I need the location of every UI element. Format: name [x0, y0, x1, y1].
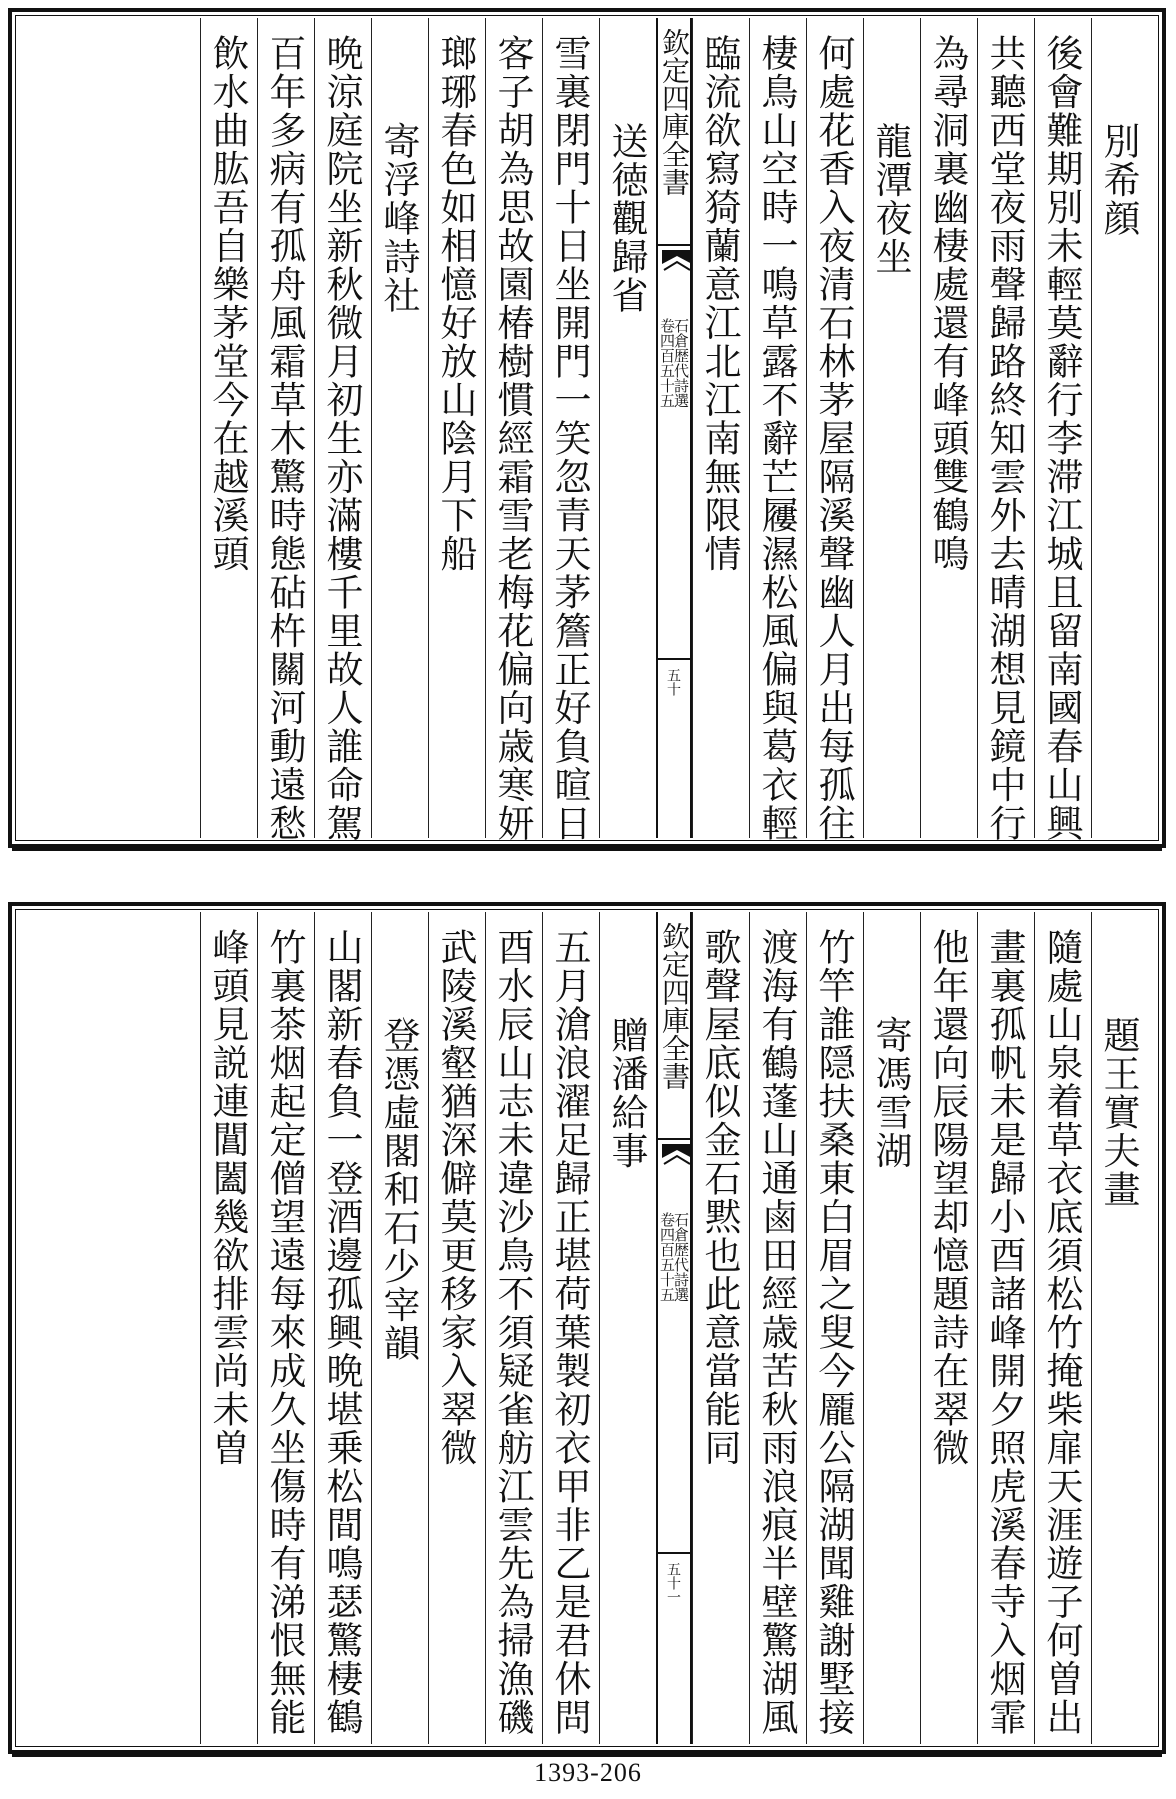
band-volume: 卷四百五十五 [658, 1212, 676, 1302]
column-rule [599, 18, 600, 838]
column-rule [428, 912, 429, 1744]
column-rule [542, 18, 543, 838]
band-volume: 卷四百五十五 [658, 318, 676, 408]
column-rule [692, 18, 693, 838]
text-column: 晩涼庭院坐新秋微月初生亦滿樓千里故人誰命駕 [320, 34, 363, 843]
column-rule [806, 18, 807, 838]
text-column: 客子胡為思故園椿樹慣經霜雪老梅花偏向歳寒妍 [491, 34, 534, 843]
text-column: 雪裏閉門十日坐開門一笑忽青天茅簷正好負暄日 [548, 34, 591, 843]
poem-title: 贈潘給事 [605, 1016, 648, 1170]
text-column: 酉水辰山志未違沙鳥不須疑雀舫江雲先為掃漁磯 [491, 928, 534, 1737]
fishtail-mark [662, 1144, 692, 1184]
band-rule [658, 244, 690, 246]
band-rule [658, 1138, 690, 1140]
text-column: 山閣新春負一登酒邊孤興晩堪乗松間鳴瑟驚棲鶴 [320, 928, 363, 1737]
text-column: 他年還向辰陽望却憶題詩在翠微 [926, 928, 969, 1467]
column-rule [200, 912, 201, 1744]
poem-title: 題王實夫畫 [1097, 1016, 1140, 1209]
column-rule [200, 18, 201, 838]
column-rule [806, 912, 807, 1744]
poem-title: 龍潭夜坐 [869, 122, 912, 276]
text-column: 渡海有鶴蓬山通鹵田經歳苦秋雨浪痕半壁驚湖風 [755, 928, 798, 1737]
column-rule [371, 912, 372, 1744]
text-column: 武陵溪壑猶深僻莫更移家入翠微 [434, 928, 477, 1467]
poem-title: 登憑虛閣和石少宰韻 [377, 1016, 420, 1363]
band-title: 欽定四庫全書 [658, 922, 691, 1090]
band-rule [658, 658, 690, 660]
band-rule [658, 1552, 690, 1554]
poem-title: 送徳觀歸省 [605, 122, 648, 315]
band-folio: 五十一 [665, 1562, 681, 1604]
text-column: 五月滄浪濯足歸正堪荷葉製初衣甲非乙是君休問 [548, 928, 591, 1737]
column-rule [920, 18, 921, 838]
poem-title: 寄浮峰詩社 [377, 122, 420, 315]
column-rule [542, 912, 543, 1744]
poem-title: 別希顔 [1097, 122, 1140, 238]
column-rule [863, 912, 864, 1744]
page-number: 1393-206 [534, 1758, 642, 1787]
column-rule [485, 912, 486, 1744]
text-column: 臨流欲寫猗蘭意江北江南無限情 [698, 34, 741, 573]
column-rule [749, 18, 750, 838]
column-rule [692, 912, 693, 1744]
column-rule [1034, 912, 1035, 1744]
poem-title: 寄馮雪湖 [869, 1016, 912, 1170]
band-folio: 五十 [665, 668, 681, 696]
band-title: 欽定四庫全書 [658, 28, 691, 196]
column-rule [257, 912, 258, 1744]
text-column: 共聽西堂夜雨聲歸路終知雲外去晴湖想見鏡中行 [983, 34, 1026, 843]
text-column: 何處花香入夜清石林茅屋隔溪聲幽人月出每孤往 [812, 34, 855, 843]
column-rule [371, 18, 372, 838]
column-rule [977, 18, 978, 838]
text-column: 竹竿誰隠扶桑東白眉之叟今龎公隔湖聞雞謝墅接 [812, 928, 855, 1737]
text-column: 棲鳥山空時一鳴草露不辭芒屨濕松風偏與葛衣輕 [755, 34, 798, 843]
column-rule [749, 912, 750, 1744]
bottom-center-band [656, 912, 692, 1744]
text-column: 隨處山泉着草衣底須松竹掩柴扉天涯遊子何曽出 [1040, 928, 1083, 1737]
column-rule [257, 18, 258, 838]
column-rule [863, 18, 864, 838]
text-column: 畫裏孤帆未是歸小酉諸峰開夕照虎溪春寺入烟霏 [983, 928, 1026, 1737]
text-column: 竹裏茶烟起定僧望遠每來成久坐傷時有涕恨無能 [263, 928, 306, 1737]
text-column: 百年多病有孤舟風霜草木驚時態砧杵關河動遠愁 [263, 34, 306, 843]
band-book-title: 石倉歴代詩選 [672, 318, 690, 408]
column-rule [977, 912, 978, 1744]
column-rule [1034, 18, 1035, 838]
text-column: 瑯琊春色如相憶好放山陰月下船 [434, 34, 477, 573]
column-rule [314, 912, 315, 1744]
column-rule [599, 912, 600, 1744]
column-rule [1091, 18, 1092, 838]
column-rule [1091, 912, 1092, 1744]
text-column: 飲水曲肱吾自樂茅堂今在越溪頭 [206, 34, 249, 573]
fishtail-mark [662, 250, 692, 290]
text-column: 峰頭見説連閶闔幾欲排雲尚未曽 [206, 928, 249, 1467]
lower-page [8, 902, 1166, 1754]
column-rule [314, 18, 315, 838]
top-center-band [656, 18, 692, 838]
column-rule [485, 18, 486, 838]
text-column: 為尋洞裏幽棲處還有峰頭雙鶴鳴 [926, 34, 969, 573]
band-book-title: 石倉歴代詩選 [672, 1212, 690, 1302]
column-rule [428, 18, 429, 838]
text-column: 後會難期別未輕莫辭行李滞江城且留南國春山興 [1040, 34, 1083, 843]
upper-page [8, 8, 1166, 848]
text-column: 歌聲屋底似金石黙也此意當能同 [698, 928, 741, 1467]
column-rule [920, 912, 921, 1744]
